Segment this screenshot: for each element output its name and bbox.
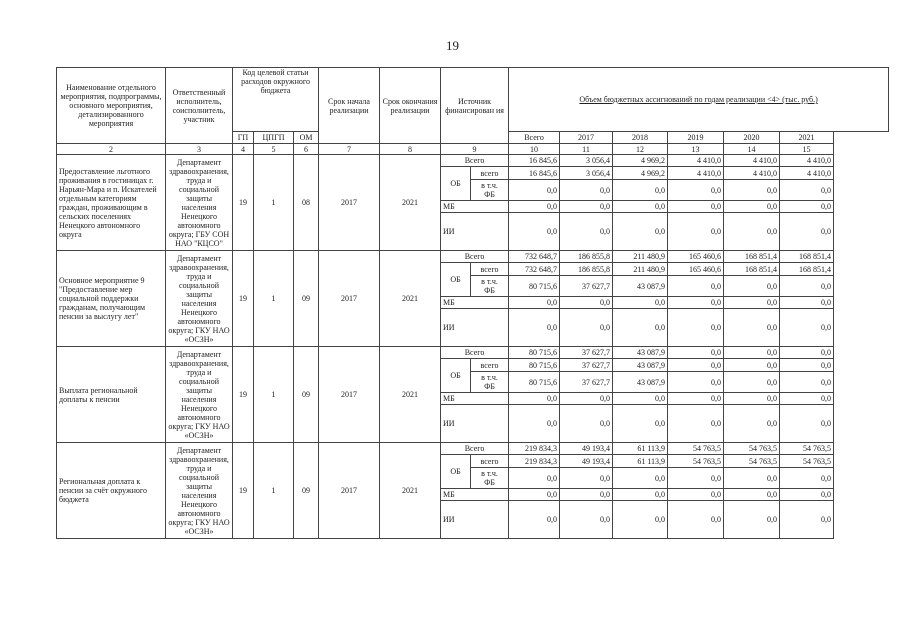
header-cpgp: ЦПГП [254,132,294,144]
value-cell: 0,0 [509,501,560,539]
column-number: 4 [233,144,254,155]
column-number: 11 [560,144,613,155]
value-cell: 0,0 [613,201,668,213]
value-cell: 0,0 [668,393,724,405]
value-cell: 0,0 [780,489,834,501]
column-number: 5 [254,144,294,155]
source-fb-label [471,180,509,201]
value-cell: 0,0 [780,347,834,359]
source-vtch-text: в т.ч. [481,181,498,190]
column-number: 3 [166,144,233,155]
source-ob-all-label: всего [471,167,509,180]
code-om-cell: 08 [294,155,319,251]
value-cell: 4 410,0 [668,155,724,167]
value-cell: 0,0 [724,393,780,405]
value-cell: 0,0 [668,201,724,213]
value-cell: 0,0 [509,180,560,201]
value-cell: 37 627,7 [560,372,613,393]
column-number: 9 [441,144,509,155]
value-cell: 168 851,4 [780,251,834,263]
source-ii-label: ИИ [441,501,509,539]
end-year-cell: 2021 [380,251,441,347]
code-om-cell: 09 [294,251,319,347]
header-volume-text: Объем бюджетных ассигнований по годам реализации <4> (тыс. руб.) [579,95,818,104]
value-cell: 211 480,9 [613,263,668,276]
value-cell: 0,0 [509,468,560,489]
budget-table [56,67,889,539]
value-cell: 3 056,4 [560,167,613,180]
value-cell: 0,0 [613,213,668,251]
value-cell: 61 113,9 [613,455,668,468]
column-number: 12 [613,144,668,155]
column-number: 14 [724,144,780,155]
value-cell: 0,0 [509,489,560,501]
end-year-cell: 2021 [380,347,441,443]
value-cell: 0,0 [668,180,724,201]
value-cell: 49 193,4 [560,443,613,455]
value-cell: 16 845,6 [509,155,560,167]
value-cell: 0,0 [613,405,668,443]
value-cell: 54 763,5 [724,455,780,468]
value-cell: 0,0 [560,405,613,443]
source-ob-label: ОБ [441,455,471,489]
column-number: 8 [380,144,441,155]
code-cpgp-cell: 1 [254,347,294,443]
executor-cell: Департамент здравоохранения, труда и социальной защиты населения Ненецкого автономного округа; ГКУ НАО «ОСЗН» [166,251,233,347]
executor-cell: Департамент здравоохранения, труда и социальной защиты населения Ненецкого автономного округа; ГКУ НАО «ОСЗН» [166,443,233,539]
value-cell: 54 763,5 [668,455,724,468]
value-cell: 0,0 [780,468,834,489]
value-cell: 219 834,3 [509,455,560,468]
start-year-cell: 2017 [319,251,380,347]
value-cell: 0,0 [509,405,560,443]
header-total: Всего [509,132,560,144]
value-cell: 165 460,6 [668,251,724,263]
source-mb-label: МБ [441,393,509,405]
column-number: 15 [780,144,834,155]
value-cell: 43 087,9 [613,276,668,297]
value-cell: 0,0 [560,180,613,201]
value-cell: 0,0 [560,501,613,539]
measure-name: Предоставление льготного проживания в гостиницах г. Нарьян-Мара и п. Искателей отдельным категориям граждан, проживающим в сельских поселениях Ненецкого автономного округа [57,155,166,251]
value-cell: 0,0 [724,501,780,539]
start-year-cell: 2017 [319,443,380,539]
measure-name: Выплата региональной доплаты к пенсии [57,347,166,443]
header-executor: Ответственный исполнитель, соисполнитель, участник [166,68,233,144]
code-om-cell: 09 [294,347,319,443]
source-ob-all-label: всего [471,263,509,276]
value-cell: 219 834,3 [509,443,560,455]
column-number: 13 [668,144,724,155]
header-year: 2018 [613,132,668,144]
value-cell: 0,0 [668,489,724,501]
value-cell: 80 715,6 [509,372,560,393]
value-cell: 0,0 [560,309,613,347]
source-ii-label: ИИ [441,213,509,251]
source-fb-label [471,276,509,297]
header-year: 2019 [668,132,724,144]
source-mb-label: МБ [441,201,509,213]
value-cell: 165 460,6 [668,263,724,276]
value-cell: 168 851,4 [780,263,834,276]
value-cell: 0,0 [780,393,834,405]
source-ob-all-label: всего [471,359,509,372]
value-cell: 0,0 [560,297,613,309]
value-cell: 54 763,5 [780,455,834,468]
value-cell: 61 113,9 [613,443,668,455]
code-gp-cell: 19 [233,443,254,539]
value-cell: 0,0 [724,309,780,347]
header-om: ОМ [294,132,319,144]
source-fb-label [471,372,509,393]
value-cell: 0,0 [509,309,560,347]
source-fb-text: ФБ [484,478,495,487]
value-cell: 0,0 [780,180,834,201]
value-cell: 37 627,7 [560,276,613,297]
value-cell: 0,0 [613,393,668,405]
source-ii-label: ИИ [441,405,509,443]
value-cell: 4 969,2 [613,155,668,167]
value-cell: 0,0 [668,501,724,539]
code-cpgp-cell: 1 [254,251,294,347]
value-cell: 0,0 [724,180,780,201]
value-cell: 54 763,5 [668,443,724,455]
value-cell: 186 855,8 [560,251,613,263]
measure-name: Региональная доплата к пенсии за счёт окружного бюджета [57,443,166,539]
table-row [57,443,889,455]
header-volume [509,68,889,132]
value-cell: 211 480,9 [613,251,668,263]
value-cell: 168 851,4 [724,263,780,276]
value-cell: 0,0 [668,297,724,309]
value-cell: 0,0 [668,372,724,393]
source-fb-label [471,468,509,489]
source-vtch-text: в т.ч. [481,469,498,478]
executor-cell: Департамент здравоохранения, труда и социальной защиты населения Ненецкого автономного округа; ГКУ НАО «ОСЗН» [166,347,233,443]
code-gp-cell: 19 [233,347,254,443]
value-cell: 80 715,6 [509,359,560,372]
end-year-cell: 2021 [380,155,441,251]
value-cell: 0,0 [668,276,724,297]
value-cell: 0,0 [780,501,834,539]
value-cell: 0,0 [724,213,780,251]
value-cell: 0,0 [560,393,613,405]
value-cell: 4 410,0 [780,155,834,167]
value-cell: 0,0 [560,468,613,489]
value-cell: 0,0 [509,297,560,309]
value-cell: 4 410,0 [668,167,724,180]
source-fb-text: ФБ [484,190,495,199]
value-cell: 0,0 [724,489,780,501]
source-fb-text: ФБ [484,382,495,391]
value-cell: 0,0 [509,393,560,405]
start-year-cell: 2017 [319,347,380,443]
value-cell: 37 627,7 [560,359,613,372]
code-cpgp-cell: 1 [254,443,294,539]
source-mb-label: МБ [441,297,509,309]
value-cell: 0,0 [668,309,724,347]
value-cell: 0,0 [780,297,834,309]
column-number: 6 [294,144,319,155]
value-cell: 4 969,2 [613,167,668,180]
value-cell: 0,0 [560,201,613,213]
value-cell: 0,0 [724,347,780,359]
header-year: 2017 [560,132,613,144]
code-om-cell: 09 [294,443,319,539]
value-cell: 37 627,7 [560,347,613,359]
value-cell: 4 410,0 [724,167,780,180]
value-cell: 4 410,0 [724,155,780,167]
source-total-label: Всего [441,347,509,359]
value-cell: 0,0 [668,347,724,359]
header-end: Срок окончания реализации [380,68,441,144]
value-cell: 0,0 [780,276,834,297]
source-total-label: Всего [441,155,509,167]
value-cell: 0,0 [613,180,668,201]
header-year: 2021 [780,132,834,144]
value-cell: 0,0 [613,297,668,309]
column-number: 2 [57,144,166,155]
value-cell: 0,0 [724,405,780,443]
value-cell: 43 087,9 [613,359,668,372]
value-cell: 4 410,0 [780,167,834,180]
header-gp: ГП [233,132,254,144]
value-cell: 49 193,4 [560,455,613,468]
value-cell: 3 056,4 [560,155,613,167]
value-cell: 0,0 [724,359,780,372]
start-year-cell: 2017 [319,155,380,251]
source-vtch-text: в т.ч. [481,373,498,382]
value-cell: 0,0 [509,213,560,251]
value-cell: 54 763,5 [724,443,780,455]
source-total-label: Всего [441,443,509,455]
value-cell: 0,0 [560,213,613,251]
code-gp-cell: 19 [233,251,254,347]
executor-cell: Департамент здравоохранения, труда и социальной защиты населения Ненецкого автономного округа; ГБУ СОН НАО "КЦСО" [166,155,233,251]
value-cell: 0,0 [780,405,834,443]
value-cell: 0,0 [780,372,834,393]
value-cell: 0,0 [780,309,834,347]
value-cell: 732 648,7 [509,251,560,263]
table-row [57,251,889,263]
value-cell: 0,0 [613,309,668,347]
value-cell: 186 855,8 [560,263,613,276]
value-cell: 0,0 [780,213,834,251]
source-ii-label: ИИ [441,309,509,347]
value-cell: 0,0 [724,468,780,489]
value-cell: 0,0 [509,201,560,213]
measure-name: Основное мероприятие 9 "Предоставление мер социальной поддержки гражданам, получающим пенсии за выслугу лет" [57,251,166,347]
value-cell: 80 715,6 [509,347,560,359]
value-cell: 0,0 [724,297,780,309]
source-ob-label: ОБ [441,263,471,297]
value-cell: 80 715,6 [509,276,560,297]
source-ob-label: ОБ [441,167,471,201]
code-cpgp-cell: 1 [254,155,294,251]
end-year-cell: 2021 [380,443,441,539]
column-number: 10 [509,144,560,155]
source-ob-label: ОБ [441,359,471,393]
value-cell: 0,0 [668,468,724,489]
value-cell: 168 851,4 [724,251,780,263]
header-name: Наименование отдельного мероприятия, подпрограммы, основного мероприятия, детализированного мероприятия [57,68,166,144]
value-cell: 0,0 [780,201,834,213]
column-number: 7 [319,144,380,155]
value-cell: 0,0 [668,359,724,372]
table-row [57,155,889,167]
source-ob-all-label: всего [471,455,509,468]
value-cell: 0,0 [668,405,724,443]
page-number: 19 [446,38,459,53]
header-source: Источник финансирован ия [441,68,509,144]
value-cell: 0,0 [613,468,668,489]
table-row [57,347,889,359]
source-vtch-text: в т.ч. [481,277,498,286]
header-code: Код целевой статьи расходов окружного бюджета [233,68,319,132]
value-cell: 0,0 [780,359,834,372]
value-cell: 732 648,7 [509,263,560,276]
value-cell: 0,0 [560,489,613,501]
value-cell: 0,0 [613,489,668,501]
value-cell: 0,0 [668,213,724,251]
value-cell: 0,0 [613,501,668,539]
value-cell: 0,0 [724,372,780,393]
source-fb-text: ФБ [484,286,495,295]
value-cell: 43 087,9 [613,372,668,393]
source-total-label: Всего [441,251,509,263]
source-mb-label: МБ [441,489,509,501]
value-cell: 54 763,5 [780,443,834,455]
header-year: 2020 [724,132,780,144]
value-cell: 16 845,6 [509,167,560,180]
value-cell: 43 087,9 [613,347,668,359]
value-cell: 0,0 [724,201,780,213]
header-start: Срок начала реализации [319,68,380,144]
code-gp-cell: 19 [233,155,254,251]
value-cell: 0,0 [724,276,780,297]
